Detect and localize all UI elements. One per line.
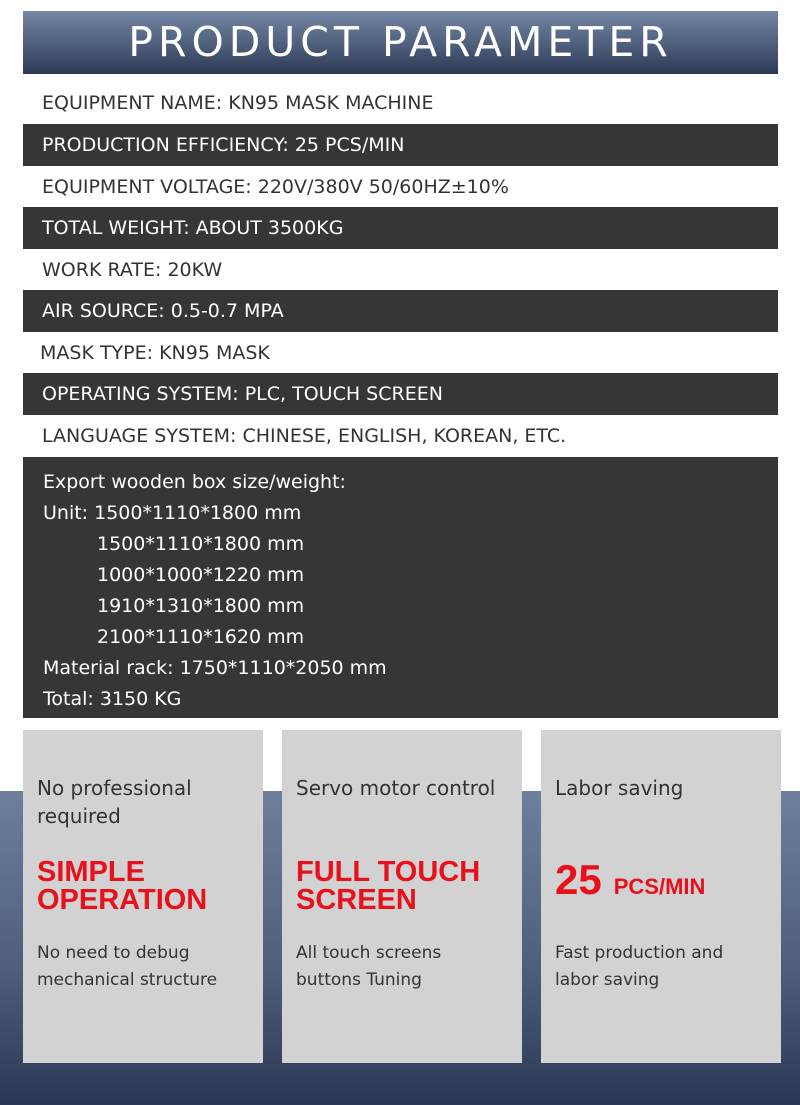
param-air-source: AIR SOURCE: 0.5-0.7 MPA xyxy=(23,290,778,332)
param-operating-system: OPERATING SYSTEM: PLC, TOUCH SCREEN xyxy=(23,373,778,415)
export-box-info xyxy=(23,457,778,718)
param-total-weight: TOTAL WEIGHT: ABOUT 3500KG xyxy=(23,207,778,249)
feature-highlight: SIMPLE OPERATION xyxy=(37,856,208,916)
export-size: 1000*1000*1220 mm xyxy=(97,564,305,586)
feature-subtitle: No professional required xyxy=(37,776,192,828)
feature-card-labor-saving xyxy=(541,730,781,1063)
param-equipment-voltage: EQUIPMENT VOLTAGE: 220V/380V 50/60HZ±10% xyxy=(42,176,509,198)
export-title: Export wooden box size/weight: xyxy=(43,471,346,493)
param-production-efficiency: PRODUCTION EFFICIENCY: 25 PCS/MIN xyxy=(23,124,778,166)
export-unit-line: Unit: 1500*1110*1800 mm xyxy=(43,502,302,524)
feature-highlight: FULL TOUCH SCREEN xyxy=(296,856,481,916)
export-total: Total: 3150 KG xyxy=(43,688,182,710)
export-material-rack: Material rack: 1750*1110*2050 mm xyxy=(43,657,387,679)
feature-subtitle: Labor saving xyxy=(555,776,684,800)
feature-subtitle: Servo motor control xyxy=(296,776,496,800)
page-title: PRODUCT PARAMETER xyxy=(23,11,778,74)
param-language-system: LANGUAGE SYSTEM: CHINESE, ENGLISH, KOREAN, ETC. xyxy=(42,425,567,447)
feature-description: No need to debug mechanical structure xyxy=(37,943,218,990)
param-work-rate: WORK RATE: 20KW xyxy=(42,259,223,281)
export-size: 1500*1110*1800 mm xyxy=(97,533,305,555)
feature-speed xyxy=(555,856,705,904)
param-mask-type: MASK TYPE: KN95 MASK xyxy=(40,342,270,364)
feature-speed-number: 25 xyxy=(555,856,602,903)
feature-card-simple-operation xyxy=(23,730,263,1063)
feature-description: Fast production and labor saving xyxy=(555,943,724,990)
export-size: 1910*1310*1800 mm xyxy=(97,595,305,617)
export-size: 2100*1110*1620 mm xyxy=(97,626,305,648)
feature-speed-unit: PCS/MIN xyxy=(613,874,706,899)
feature-card-touch-screen xyxy=(282,730,522,1063)
feature-description: All touch screens buttons Tuning xyxy=(296,943,442,990)
param-equipment-name: EQUIPMENT NAME: KN95 MASK MACHINE xyxy=(42,92,434,114)
